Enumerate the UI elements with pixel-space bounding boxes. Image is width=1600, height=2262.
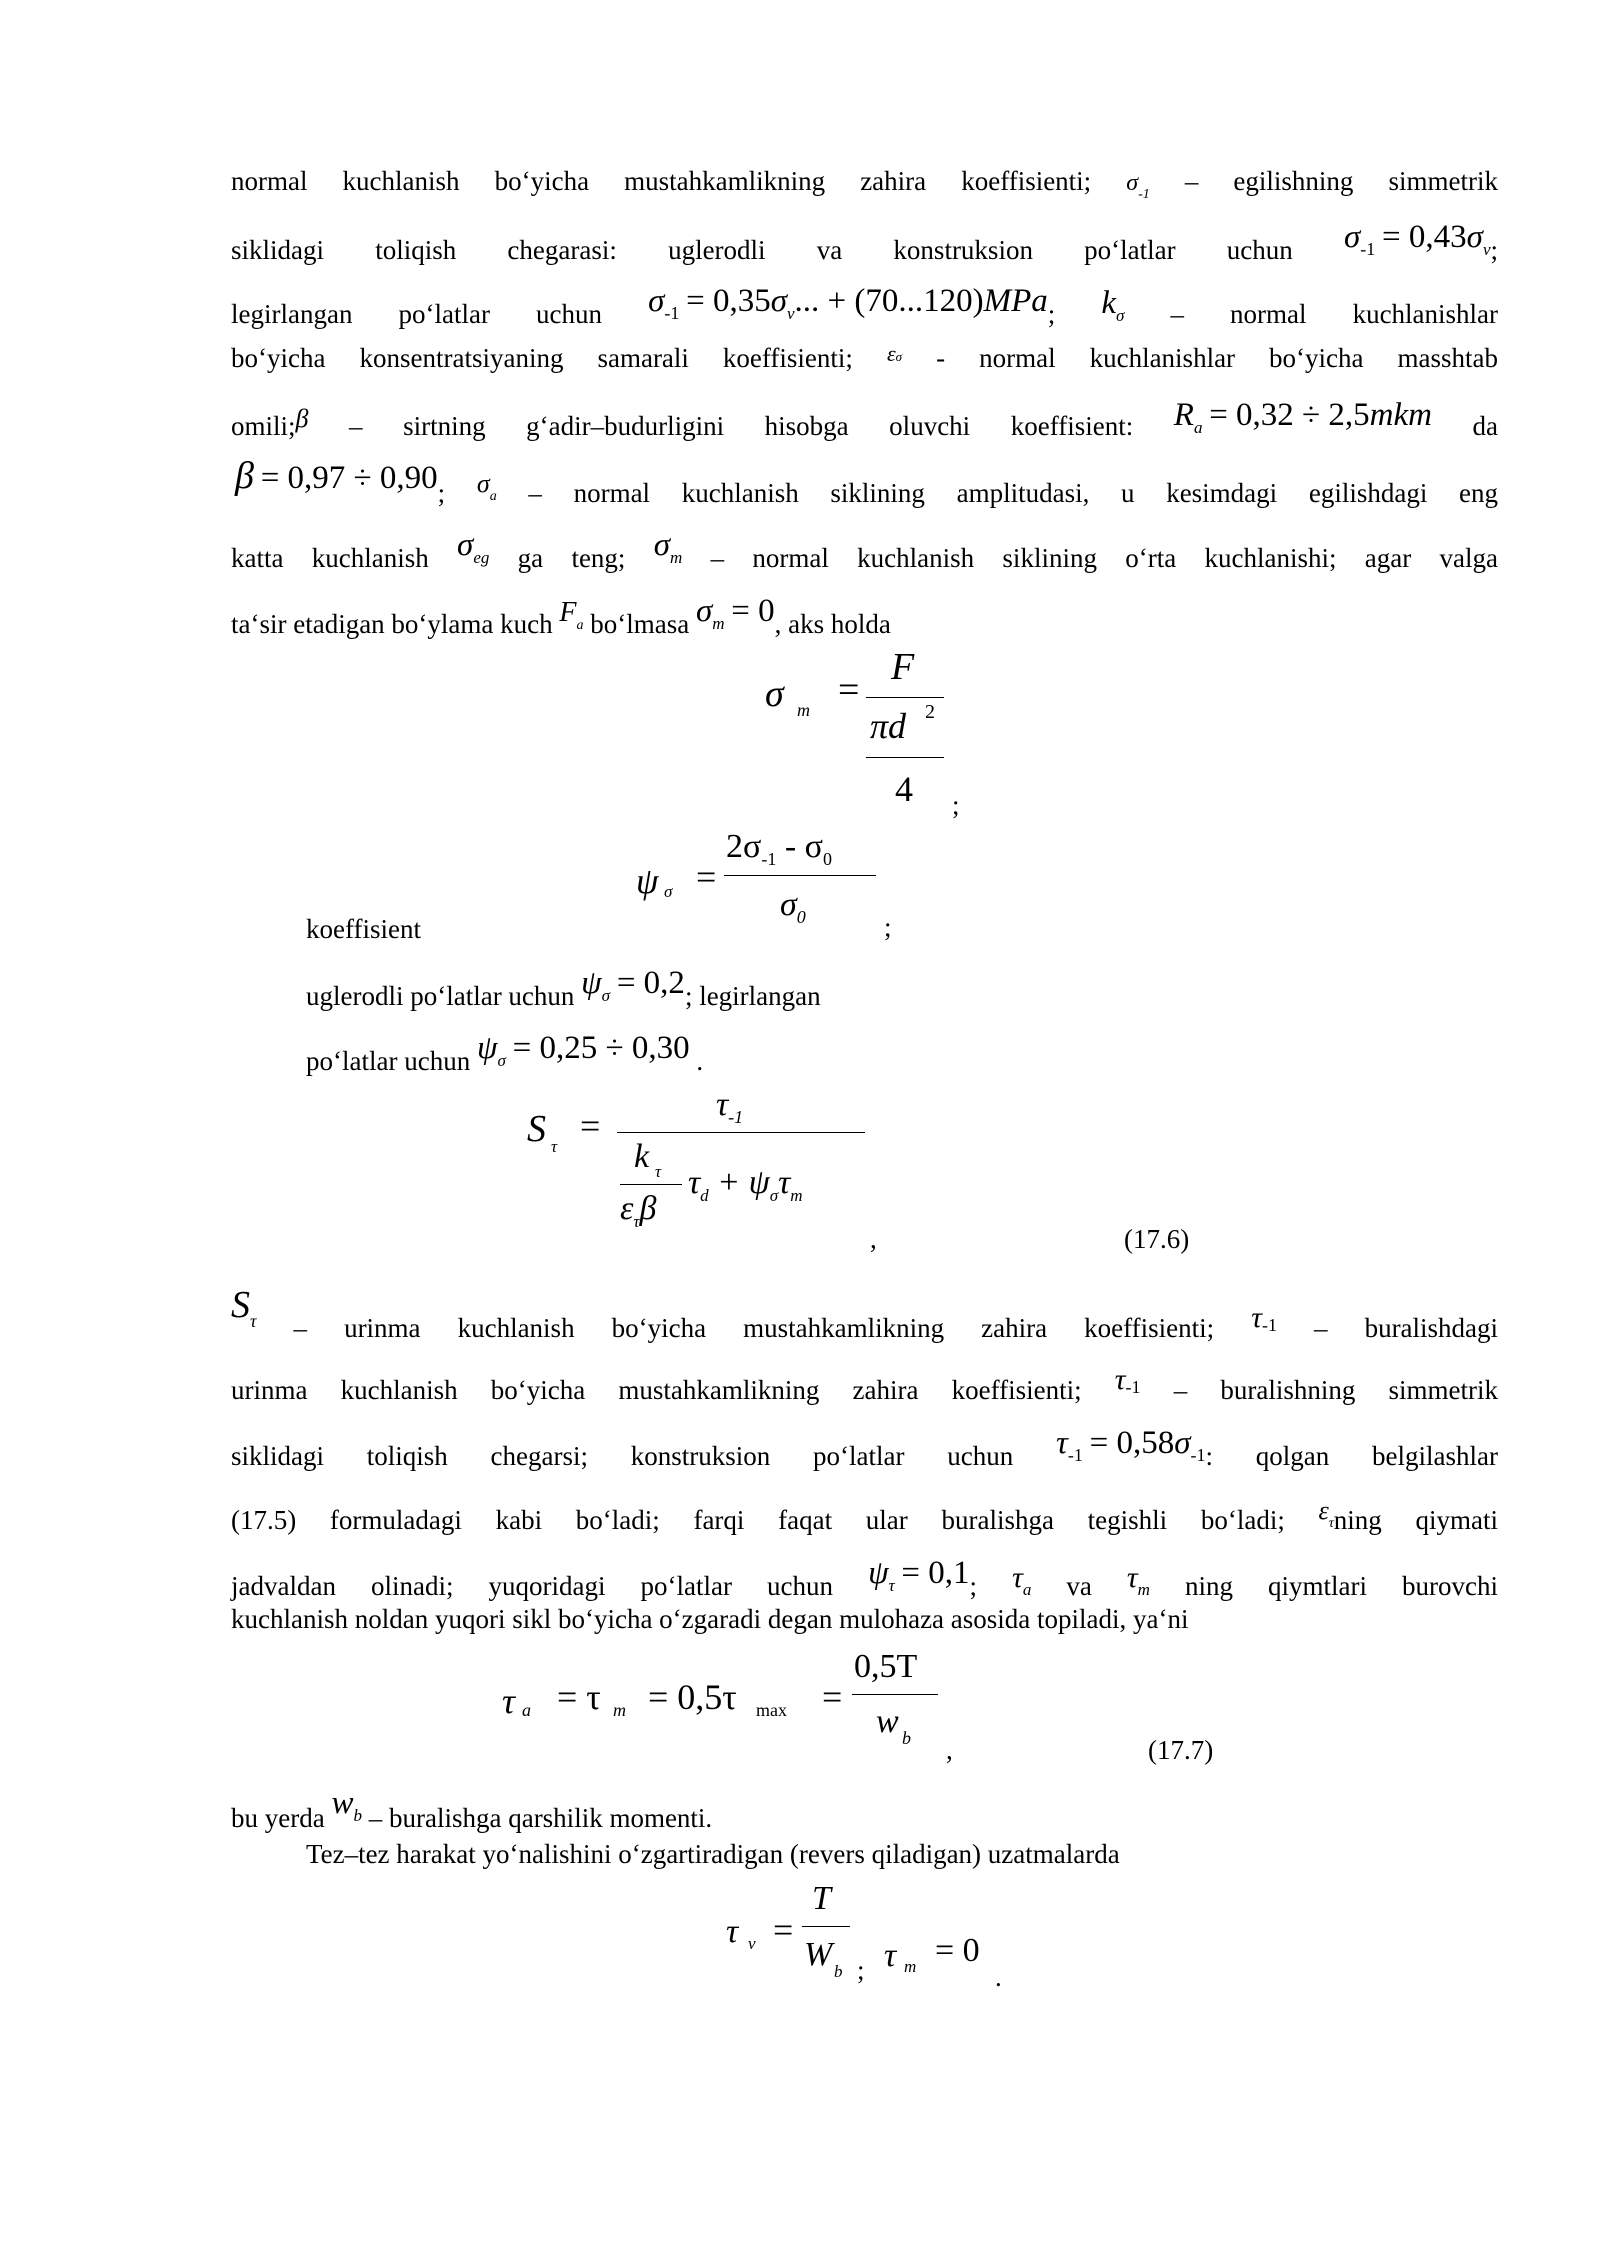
symbol-F-a: $F_a$ — [559, 597, 584, 633]
symbol-tau-a: $\tau_a$ — [1012, 1561, 1032, 1599]
text-span: ta‘sir etadigan bo‘ylama kuch — [231, 609, 553, 639]
text-span: legirlangan po‘latlar uchun — [231, 299, 602, 329]
text-line — [231, 455, 1498, 516]
text-span: bo‘yicha konsentratsiyaning samarali koeffisienti; — [231, 343, 853, 373]
text-span: – buralishga qarshilik momenti. — [368, 1803, 713, 1833]
text-span: po‘latlar uchun — [306, 1046, 471, 1076]
text-span: – normal kuchlanish siklining amplitudasi, u kesimdagi egilishdagi eng — [528, 478, 1498, 508]
symbol-w-b: $w_b$ — [331, 1785, 362, 1825]
text-line — [231, 1496, 1498, 1543]
text-span: – normal kuchlanish siklining o‘rta kuchlanishi; agar valga — [710, 543, 1498, 573]
formula-inline: $R_a = 0,32 \div 2,5mkm$ — [1173, 397, 1432, 437]
text-line — [231, 164, 1498, 204]
text-span: – urinma kuchlanish bo‘yicha mustahkamlikning zahira koeffisienti; — [293, 1313, 1215, 1343]
text-span: ; — [1490, 235, 1499, 265]
text-line — [231, 1785, 713, 1839]
text-line — [231, 219, 1499, 271]
text-span: – egilishning simmetrik — [1184, 166, 1498, 196]
formula-inline: $\tau_{-1} = 0,58\sigma_{-1}$ — [1056, 1425, 1206, 1465]
text-line — [231, 1284, 1499, 1348]
text-span: ning qiymati — [1333, 1505, 1498, 1535]
formula-inline: β = 0,97 ÷ 0,90 — [235, 455, 438, 497]
text-span: – normal kuchlanishlar — [1170, 299, 1499, 329]
text-line — [231, 1363, 1499, 1410]
text-line — [306, 965, 821, 1017]
text-line — [231, 1425, 1498, 1476]
text-span: urinma kuchlanish bo‘yicha mustahkamlikning zahira koeffisienti; — [231, 1375, 1082, 1405]
symbol-epsilon-tau: $\varepsilon_\tau$ — [1318, 1496, 1334, 1531]
text-span: . — [696, 1046, 704, 1076]
text-span: ga teng; — [517, 543, 626, 573]
symbol-tau-m: $\tau_m$ — [1126, 1561, 1150, 1599]
text-line — [231, 527, 1498, 579]
text-span: ; — [1047, 299, 1056, 329]
text-span: – buralishdagi — [1314, 1313, 1499, 1343]
text-span: bu yerda — [231, 1803, 325, 1833]
symbol-epsilon-sigma: εσ — [886, 341, 903, 366]
symbol-tau-minus1: τ-1 — [1251, 1301, 1277, 1335]
text-span: : qolgan belgilashlar — [1205, 1441, 1498, 1471]
text-span: bo‘lmasa — [590, 609, 690, 639]
text-line — [231, 283, 1499, 335]
text-span: (17.5) formuladagi kabi bo‘ladi; farqi faqat ular buralishga tegishli bo‘ladi; — [231, 1505, 1285, 1535]
text-line — [231, 593, 891, 647]
formula-inline: $\sigma_{-1} = 0,43\sigma_v$ — [1344, 219, 1491, 259]
symbol-k-sigma: $k_\sigma$ — [1101, 285, 1125, 325]
formula-inline: $\psi_\tau = 0,1$ — [868, 1555, 970, 1595]
formula-inline: $\psi_\sigma = 0,2$ — [581, 965, 685, 1005]
formula-inline: $\psi_\sigma = 0,25 \div 0,30$ — [476, 1030, 690, 1070]
text-span: katta kuchlanish — [231, 543, 429, 573]
formula-inline: $\sigma_m = 0$ — [695, 593, 775, 633]
symbol-sigma-eg: $\sigma_{eg}$ — [457, 527, 490, 567]
text-span: ning qiymtlari burovchi — [1185, 1571, 1499, 1601]
text-span: siklidagi toliqish chegarasi: uglerodli va konstruksion po‘latlar uchun — [231, 235, 1293, 265]
symbol-beta: β — [295, 404, 309, 433]
symbol-sigma: $\sigma_{-1}$ — [1126, 170, 1150, 202]
text-span: ; — [437, 478, 446, 508]
formula-inline: $\sigma_{-1} = 0,35\sigma_v$... + (70...120)MPa — [648, 283, 1048, 323]
text-span: ; legirlangan — [684, 981, 821, 1011]
text-span: da — [1472, 411, 1499, 441]
text-span: normal kuchlanish bo‘yicha mustahkamlikning zahira koeffisienti; — [231, 166, 1092, 196]
text-line — [231, 341, 1498, 380]
text-span: va — [1066, 1571, 1092, 1601]
symbol-sigma-m: $\sigma_m$ — [653, 527, 683, 567]
text-span: uglerodli po‘latlar uchun — [306, 981, 575, 1011]
symbol-tau-minus1: τ-1 — [1114, 1363, 1141, 1397]
text-span: jadvaldan olinadi; yuqoridagi po‘latlar uchun — [231, 1571, 834, 1601]
text-line: koeffisient — [306, 914, 421, 944]
symbol-S-tau: $S_\tau$ — [231, 1284, 257, 1331]
text-line — [306, 1030, 704, 1082]
text-span: ; — [969, 1571, 978, 1601]
symbol-sigma-a: $\sigma_a$ — [476, 469, 497, 504]
text-span: siklidagi toliqish chegarsi; konstruksion po‘latlar uchun — [231, 1441, 1014, 1471]
text-line: Tez–tez harakat yo‘nalishini o‘zgartiradigan (revers qiladigan) uzatmalarda — [306, 1839, 1120, 1869]
text-span: - normal kuchlanishlar bo‘yicha masshtab — [936, 343, 1499, 373]
text-line: kuchlanish noldan yuqori sikl bo‘yicha o‘zgaradi degan mulohaza asosida topiladi, ya‘ni — [231, 1604, 1189, 1634]
text-span: – sirtning g‘adir–budurligini hisobga oluvchi koeffisient: — [349, 411, 1134, 441]
text-span: , aks holda — [774, 609, 891, 639]
text-span: – buralishning simmetrik — [1173, 1375, 1499, 1405]
text-span: omili; — [231, 411, 296, 441]
text-line — [231, 397, 1499, 447]
